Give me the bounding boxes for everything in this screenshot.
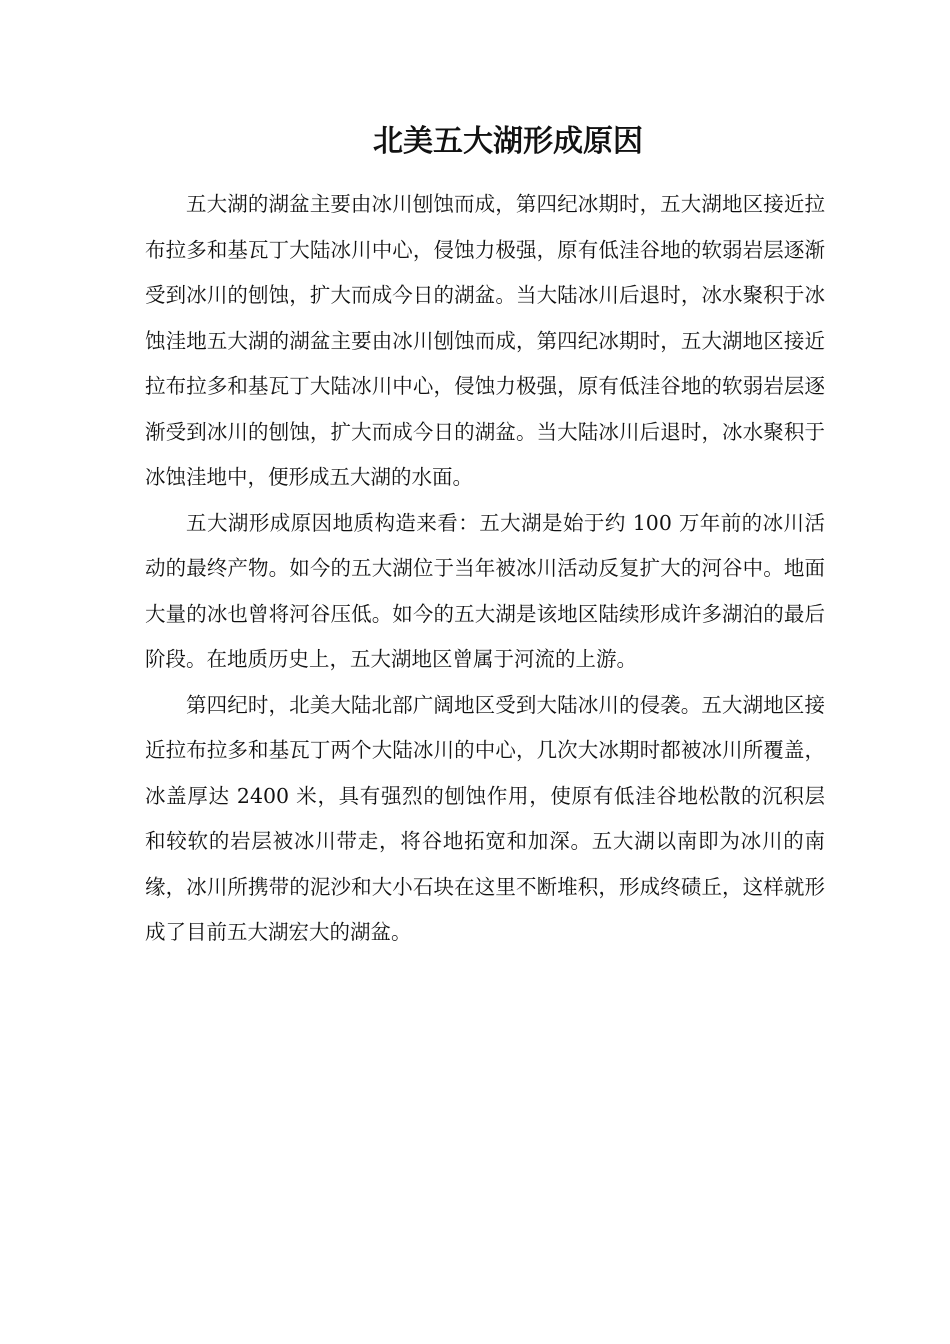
document-title: 北美五大湖形成原因	[373, 124, 643, 159]
paragraph-3: 第四纪时，北美大陆北部广阔地区受到大陆冰川的侵袭。五大湖地区接近拉布拉多和基瓦丁两个大陆冰川的中心，几次大冰期时都被冰川所覆盖，冰盖厚达 2400 米，具有强烈的刨蚀作用，使原有低洼谷地松散的沉积层和较软的岩层被冰川带走，将谷地拓宽和加深。五大湖以南即为冰川的南缘，冰川所携带的泥沙和大小石块在这里不断堆积，形成终碛丘，这样就形成了目前五大湖宏大的湖盆。	[145, 692, 825, 944]
paragraph-1: 五大湖的湖盆主要由冰川刨蚀而成，第四纪冰期时，五大湖地区接近拉布拉多和基瓦丁大陆冰川中心，侵蚀力极强，原有低洼谷地的软弱岩层逐渐受到冰川的刨蚀，扩大而成今日的湖盆。当大陆冰川后退时，冰水聚积于冰蚀洼地五大湖的湖盆主要由冰川刨蚀而成，第四纪冰期时，五大湖地区接近拉布拉多和基瓦丁大陆冰川中心，侵蚀力极强，原有低洼谷地的软弱岩层逐渐受到冰川的刨蚀，扩大而成今日的湖盆。当大陆冰川后退时，冰水聚积于冰蚀洼地中，便形成五大湖的水面。	[145, 192, 825, 489]
document-body	[145, 182, 825, 956]
paragraph-2: 五大湖形成原因地质构造来看：五大湖是始于约 100 万年前的冰川活动的最终产物。如今的五大湖位于当年被冰川活动反复扩大的河谷中。地面大量的冰也曾将河谷压低。如今的五大湖是该地区陆续形成许多湖泊的最后阶段。在地质历史上，五大湖地区曾属于河流的上游。	[145, 510, 825, 671]
